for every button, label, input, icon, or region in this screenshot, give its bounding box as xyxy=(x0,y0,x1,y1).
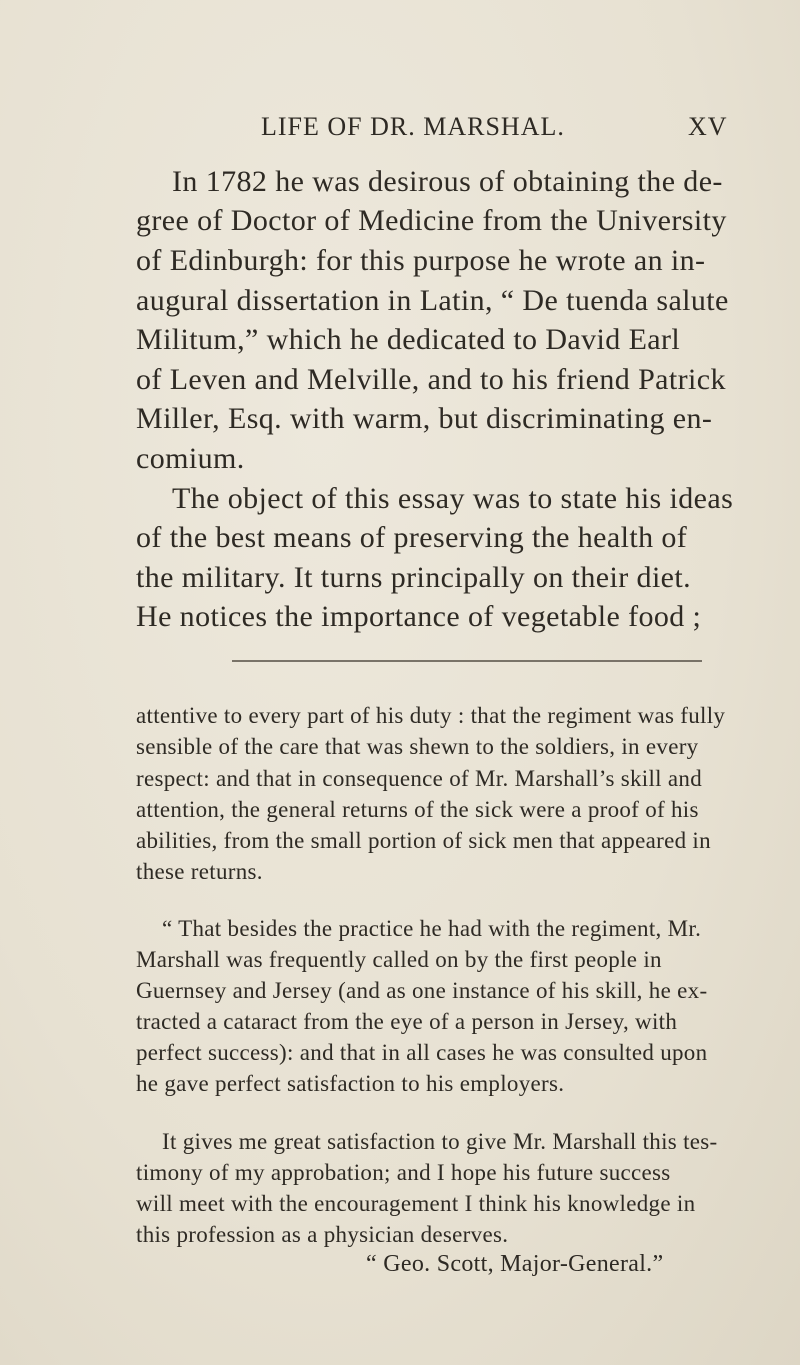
text-line: He notices the importance of vegetable food ; xyxy=(136,600,702,633)
text-line: Miller, Esq. with warm, but discriminating en- xyxy=(136,402,713,435)
text-line: of Leven and Melville, and to his friend Patrick xyxy=(136,363,726,396)
text-line: Militum,” which he dedicated to David Earl xyxy=(136,323,681,356)
text-line: Marshall was frequently called on by the first people in xyxy=(136,947,662,972)
text-line: this profession as a physician deserves. xyxy=(136,1222,509,1247)
text-line: timony of my approbation; and I hope his future success xyxy=(136,1160,671,1185)
section-divider xyxy=(232,660,702,662)
text-line: will meet with the encouragement I think his knowledge in xyxy=(136,1191,696,1216)
text-line: attention, the general returns of the sick were a proof of his xyxy=(136,797,699,822)
text-line: augural dissertation in Latin, “ De tuenda salute xyxy=(136,284,729,317)
text-line: “ That besides the practice he had with the regiment, Mr. xyxy=(162,916,702,941)
text-line: respect: and that in consequence of Mr. Marshall’s skill and xyxy=(136,766,703,791)
text-line: tracted a cataract from the eye of a person in Jersey, with xyxy=(136,1009,678,1034)
text-line: comium. xyxy=(136,442,245,475)
text-line: It gives me great satisfaction to give Mr. Marshall this tes- xyxy=(162,1129,718,1154)
text-line: of Edinburgh: for this purpose he wrote an in- xyxy=(136,244,706,277)
text-line: gree of Doctor of Medicine from the University xyxy=(136,204,727,237)
text-line: sensible of the care that was shewn to the soldiers, in every xyxy=(136,734,699,759)
text-line: of the best means of preserving the health of xyxy=(136,521,688,554)
text-line: perfect success): and that in all cases he was consulted upon xyxy=(136,1040,708,1065)
text-line: The object of this essay was to state his ideas xyxy=(172,482,734,515)
text-line: the military. It turns principally on their diet. xyxy=(136,561,692,594)
text-line: abilities, from the small portion of sick men that appeared in xyxy=(136,828,711,853)
text-line: In 1782 he was desirous of obtaining the de- xyxy=(172,165,723,198)
text-line: Guernsey and Jersey (and as one instance of his skill, he ex- xyxy=(136,978,708,1003)
signature-line: “ Geo. Scott, Major-General.” xyxy=(366,1251,664,1277)
text-line: attentive to every part of his duty : that the regiment was fully xyxy=(136,703,726,728)
page-number: XV xyxy=(688,112,728,141)
text-line: he gave perfect satisfaction to his employers. xyxy=(136,1071,565,1096)
text-line: these returns. xyxy=(136,859,263,884)
running-title: LIFE OF DR. MARSHAL. xyxy=(261,112,565,141)
